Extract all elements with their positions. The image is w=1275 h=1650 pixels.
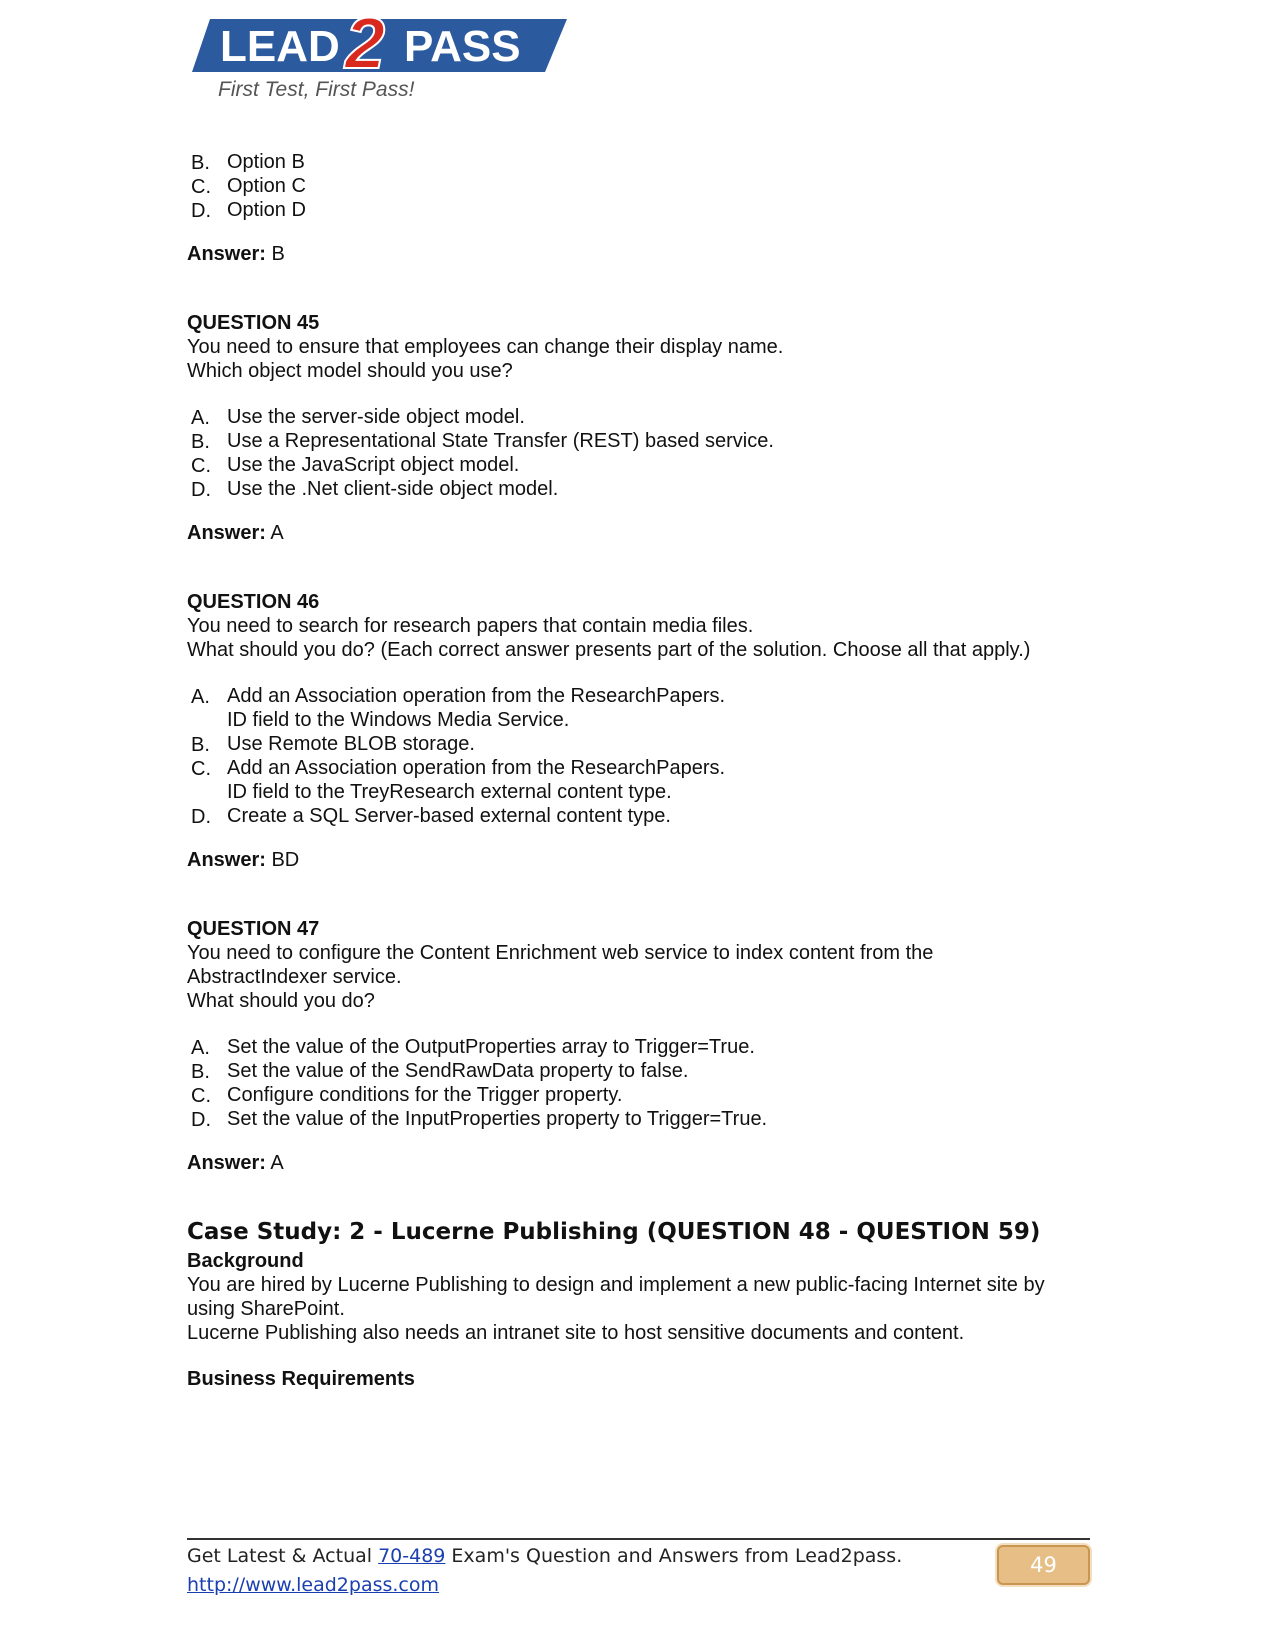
question-text: You need to ensure that employees can change their display name. [187, 336, 784, 358]
background-text: You are hired by Lucerne Publishing to design and implement a new public-facing Internet site by [187, 1274, 1045, 1296]
logo-text-2: 2 [345, 6, 386, 84]
exam-link[interactable]: 70-489 [378, 1545, 446, 1567]
option-item: B. Use a Representational State Transfer (REST) based service. [191, 430, 774, 453]
background-text: Lucerne Publishing also needs an intranet site to host sensitive documents and content. [187, 1322, 965, 1344]
question-title: QUESTION 45 [187, 312, 320, 334]
question-text: Which object model should you use? [187, 360, 513, 382]
option-item: B. Option B [191, 151, 305, 174]
background-text: using SharePoint. [187, 1298, 345, 1320]
question-title: QUESTION 46 [187, 591, 320, 613]
question-text: You need to search for research papers that contain media files. [187, 615, 754, 637]
option-item: A. Set the value of the OutputProperties array to Trigger=True. [191, 1036, 755, 1059]
question-text: What should you do? [187, 990, 375, 1012]
question-title: QUESTION 47 [187, 918, 320, 940]
option-item: D. Create a SQL Server-based external content type. [191, 805, 671, 828]
footer [187, 1542, 902, 1600]
site-url-link[interactable]: http://www.lead2pass.com [187, 1574, 440, 1596]
question-text: What should you do? (Each correct answer presents part of the solution. Choose all that apply.) [187, 639, 1031, 661]
footer-divider [187, 1538, 1090, 1540]
footer-promo: Get Latest & Actual 70-489 Exam's Question and Answers from Lead2pass. [187, 1545, 903, 1567]
prev-options [187, 150, 1087, 222]
business-requirements-heading: Business Requirements [187, 1368, 415, 1390]
question-text: AbstractIndexer service. [187, 966, 402, 988]
question-text: You need to configure the Content Enrichment web service to index content from the [187, 942, 934, 964]
option-list [187, 1035, 1087, 1131]
page-content [187, 150, 1087, 1391]
page-number-badge: 49 [997, 1545, 1090, 1585]
option-item: C. Configure conditions for the Trigger property. [191, 1084, 623, 1107]
option-item: B. Use Remote BLOB storage. [191, 733, 475, 756]
answer-line: Answer: B [187, 243, 285, 265]
option-list [187, 405, 1087, 501]
logo-tagline: First Test, First Pass! [218, 78, 415, 101]
option-item: C. Add an Association operation from the ResearchPapers. ID field to the TreyResearch external content type. [191, 757, 726, 803]
answer-line: Answer: BD [187, 849, 300, 871]
logo-text-lead: LEAD [220, 22, 340, 71]
option-item: D. Set the value of the InputProperties property to Trigger=True. [191, 1108, 768, 1131]
answer-line: Answer: A [187, 522, 284, 544]
option-item: A. Add an Association operation from the ResearchPapers. ID field to the Windows Media Service. [191, 685, 726, 731]
answer-line: Answer: A [187, 1152, 284, 1174]
option-item: B. Set the value of the SendRawData property to false. [191, 1060, 689, 1083]
background-heading: Background [187, 1250, 304, 1272]
option-item: A. Use the server-side object model. [191, 406, 525, 429]
logo-text-pass: PASS [404, 22, 521, 71]
option-item: D. Use the .Net client-side object model. [191, 478, 559, 501]
case-study-heading: Case Study: 2 - Lucerne Publishing (QUESTION 48 - QUESTION 59) [187, 1219, 1041, 1245]
option-item: C. Option C [191, 175, 306, 198]
option-item: D. Option D [191, 199, 306, 222]
option-list [187, 684, 1087, 828]
option-item: C. Use the JavaScript object model. [191, 454, 520, 477]
